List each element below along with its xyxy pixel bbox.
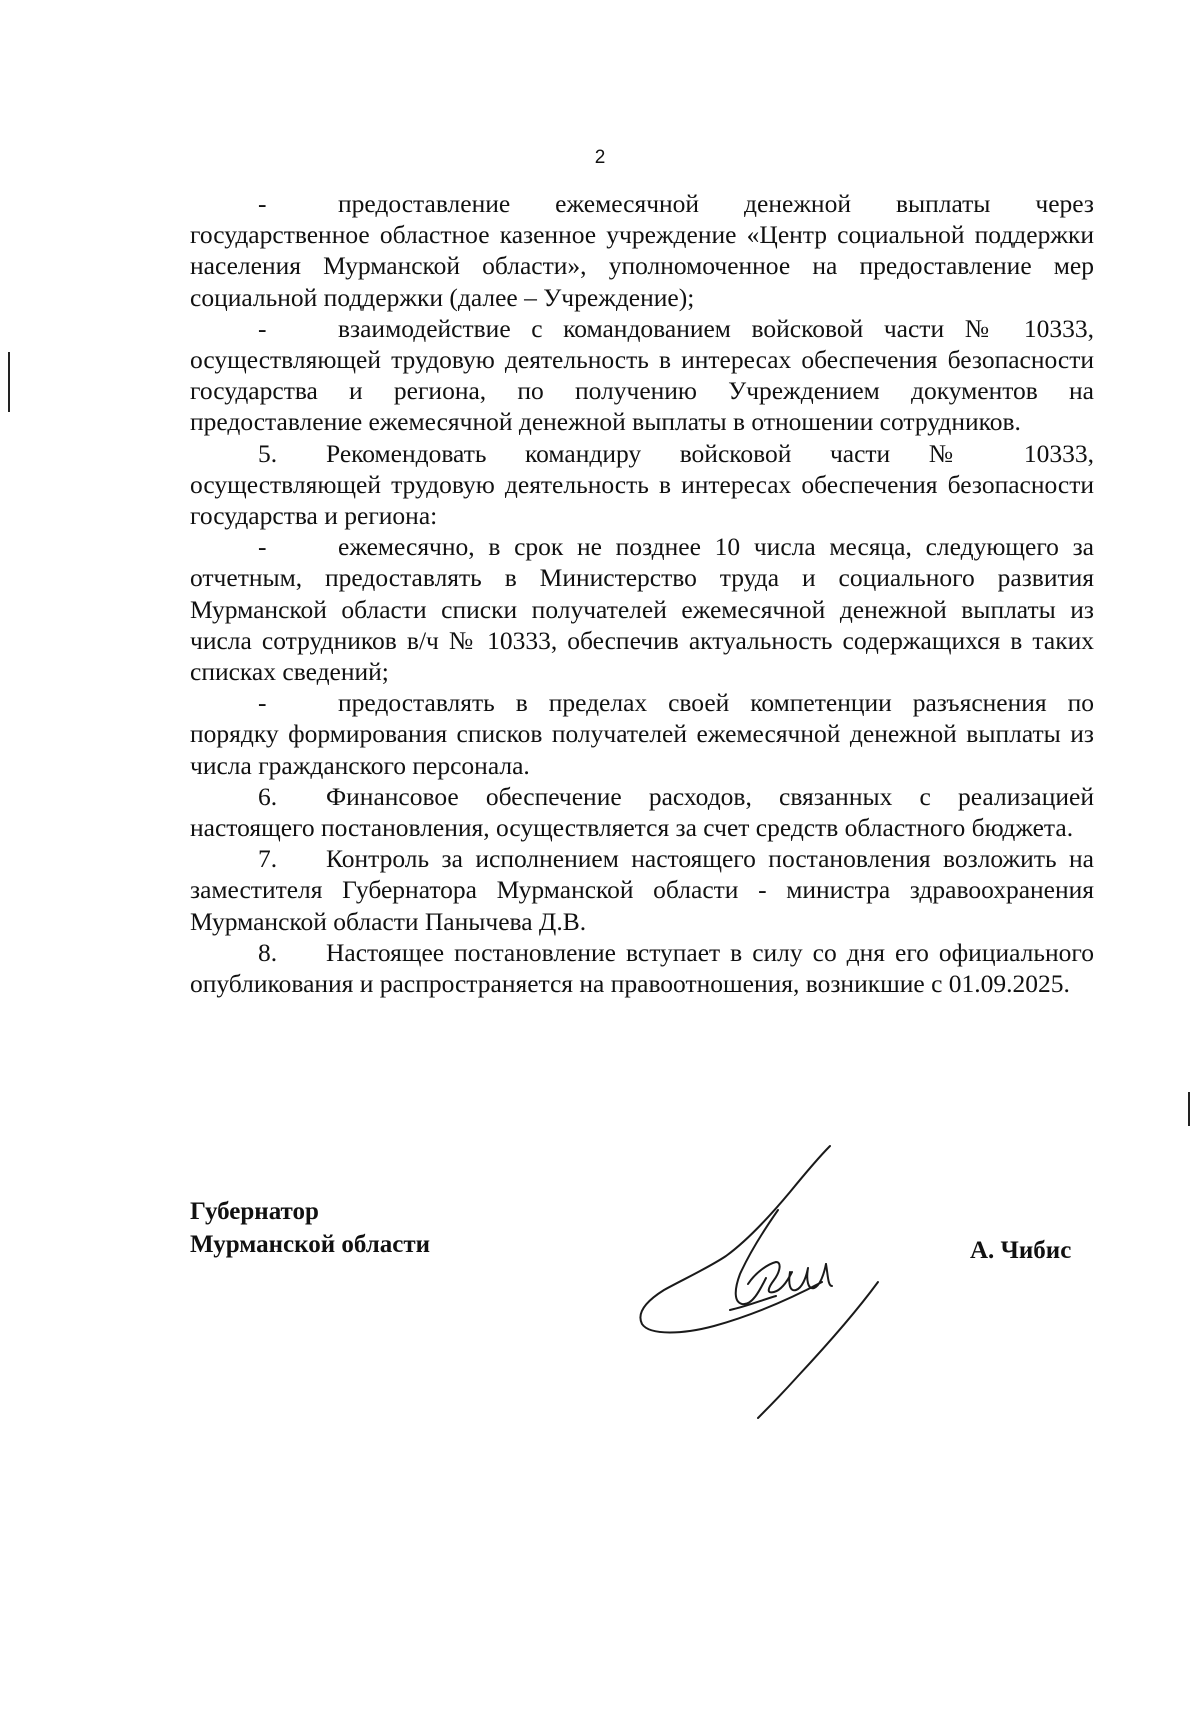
scan-edge-mark [8,352,10,412]
paragraph-text: ежемесячно, в срок не позднее 10 числа месяца, следующего за отчетным, предоставлять в Министерство труда и социального развития Мурманской области списки получателей ежемесячной денежной выплаты из числа сотрудников в/ч № 10333, обеспечив актуальность содержащихся в таких списках сведений; [190,532,1094,687]
item-number: 5. [258,438,278,468]
paragraph-text: Настоящее постановление вступает в силу со дня его официального опубликования и распространяется на правоотношения, возникшие с 01.09.2025. [190,937,1094,999]
paragraph-bullet-1 [190,188,1094,313]
signatory-title-line1: Губернатор [190,1198,319,1225]
paragraph-item-8 [190,937,1094,999]
paragraph-item-6 [190,781,1094,843]
item-number: 6. [258,781,278,811]
document-body [190,188,1094,999]
paragraph-text: Контроль за исполнением настоящего постановления возложить на заместителя Губернатора Мурманской области - министра здравоохранения Мурманской области Панычева Д.В. [190,844,1094,936]
paragraph-text: Рекомендовать командиру войсковой части № 10333, осуществляющей трудовую деятельность в интересах обеспечения безопасности государства и региона: [190,438,1094,531]
paragraph-bullet-2 [190,313,1094,438]
signatory-name: А. Чибис [970,1237,1072,1264]
paragraph-text: предоставление ежемесячной денежной выплаты через государственное областное казенное учреждение «Центр социальной поддержки населения Мурманской области», уполномоченное на предоставление мер социальной поддержки (далее – Учреждение); [190,189,1094,312]
paragraph-text: взаимодействие с командованием войсковой части № 10333, осуществляющей трудовую деятельность в интересах обеспечения безопасности государства и региона, по получению Учреждением документов на предоставление ежемесячной денежной выплаты в отношении сотрудников. [190,313,1094,437]
paragraph-item-5 [190,438,1094,532]
dash-marker: - [258,313,267,343]
dash-marker: - [258,189,267,218]
scan-edge-mark [1188,1092,1190,1126]
dash-marker: - [258,688,267,718]
paragraph-bullet-3 [190,531,1094,687]
item-number: 8. [258,937,278,967]
signatory-title-line2: Мурманской области [190,1231,431,1258]
paragraph-text: Финансовое обеспечение расходов, связанных с реализацией настоящего постановления, осуществляется за счет средств областного бюджета. [190,781,1094,843]
handwritten-signature [630,1140,910,1420]
dash-marker: - [258,532,267,562]
paragraph-text: предоставлять в пределах своей компетенции разъяснения по порядку формирования списков получателей ежемесячной денежной выплаты из числа гражданского персонала. [190,688,1094,780]
paragraph-bullet-4 [190,687,1094,781]
page-number: 2 [594,147,606,168]
paragraph-item-7 [190,843,1094,937]
signatory-title [190,1195,430,1261]
item-number: 7. [258,844,278,874]
